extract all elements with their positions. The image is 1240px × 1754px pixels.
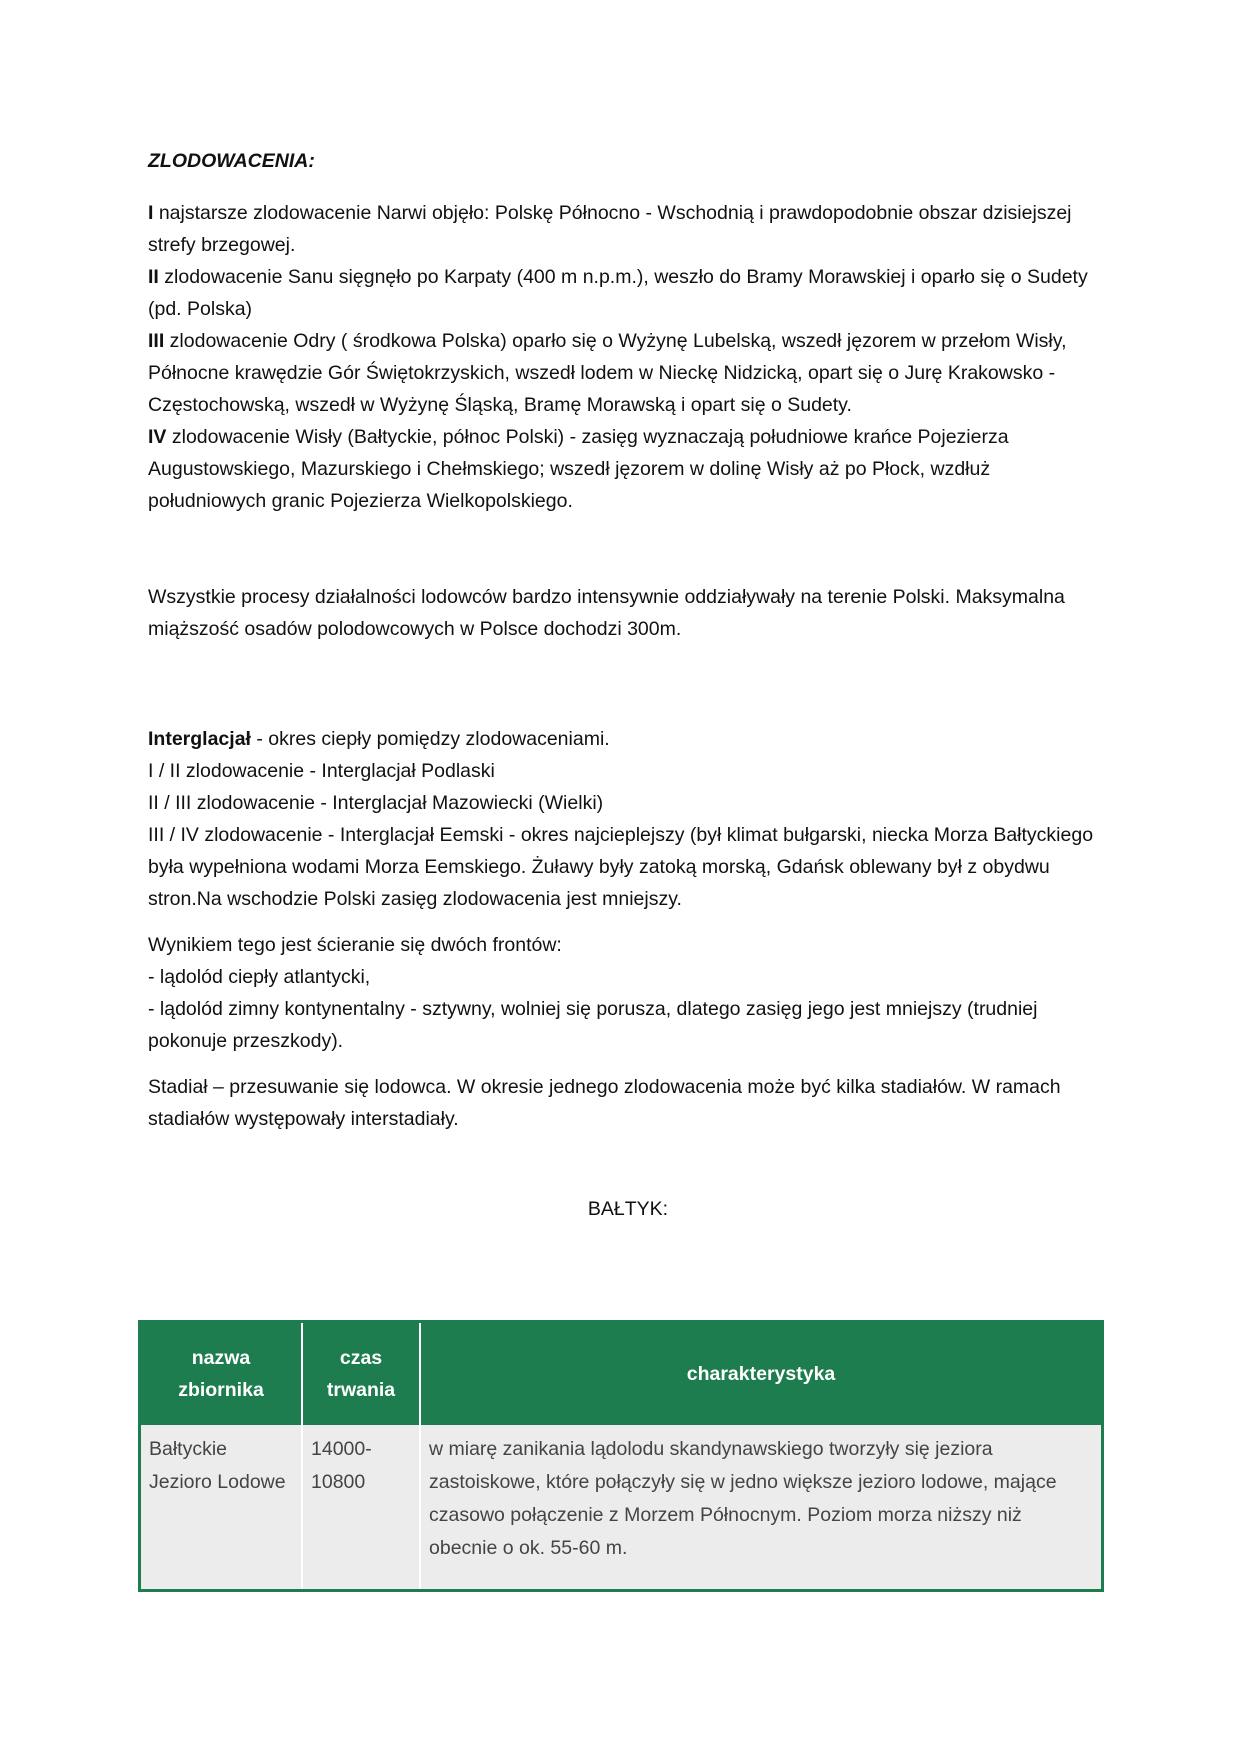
glaciation-item bbox=[148, 197, 1108, 261]
glaciation-number: II bbox=[148, 266, 159, 288]
cell-name: Bałtyckie Jezioro Lodowe bbox=[140, 1425, 303, 1591]
table-row bbox=[140, 1425, 1103, 1591]
front-item: - lądolód ciepły atlantycki, bbox=[148, 966, 371, 988]
front-item: - lądolód zimny kontynentalny - sztywny, wolniej się porusza, dlatego zasięg jego jest mniejszy (trudniej pokonuje przeszkody). bbox=[148, 998, 1038, 1052]
stadial-paragraph: Stadiał – przesuwanie się lodowca. W okresie jednego zlodowacenia może być kilka stadiałów. W ramach stadiałów występowały interstadiały. bbox=[148, 1076, 1061, 1130]
column-header-duration: czas trwania bbox=[302, 1322, 420, 1426]
baltic-table bbox=[138, 1320, 1104, 1592]
interglacial-section bbox=[148, 723, 1108, 915]
table-header-row bbox=[140, 1322, 1103, 1426]
glaciation-text: zlodowacenie Wisły (Bałtyckie, północ Polski) - zasięg wyznaczają południowe krańce Pojezierza Augustowskiego, Mazurskiego i Chełmskiego; wszedł jęzorem w dolinę Wisły aż po Płock, wzdłuż południowych granic Pojezierza Wielkopolskiego. bbox=[148, 426, 1009, 512]
glaciation-text: najstarsze zlodowacenie Narwi objęło: Polskę Północno - Wschodnią i prawdopodobnie obszar dzisiejszej strefy brzegowej. bbox=[148, 202, 1072, 256]
column-header-description: charakterystyka bbox=[420, 1322, 1103, 1426]
cell-duration: 14000-10800 bbox=[302, 1425, 420, 1591]
glaciation-number: I bbox=[148, 202, 154, 224]
glaciation-number: III bbox=[148, 330, 165, 352]
interglacial-definition-text: - okres ciepły pomiędzy zlodowaceniami. bbox=[250, 728, 610, 750]
fronts-section bbox=[148, 929, 1108, 1057]
glaciations-list bbox=[148, 197, 1108, 517]
section-heading-glaciations: ZLODOWACENIA: bbox=[148, 150, 315, 172]
glaciation-number: IV bbox=[148, 426, 167, 448]
interglacial-item: II / III zlodowacenie - Interglacjał Mazowiecki (Wielki) bbox=[148, 792, 604, 814]
glaciation-text: zlodowacenie Sanu sięgnęło po Karpaty (400 m n.p.m.), weszło do Bramy Morawskiej i oparło się o Sudety (pd. Polska) bbox=[148, 266, 1088, 320]
processes-paragraph: Wszystkie procesy działalności lodowców bardzo intensywnie oddziaływały na terenie Polski. Maksymalna miąższość osadów polodowcowych w Polsce dochodzi 300m. bbox=[148, 586, 1065, 640]
interglacial-item: I / II zlodowacenie - Interglacjał Podlaski bbox=[148, 760, 495, 782]
cell-description: w miarę zanikania lądolodu skandynawskiego tworzyły się jeziora zastoiskowe, które połączyły się w jedno większe jezioro lodowe, mające czasowo połączenie z Morzem Północnym. Poziom morza niższy niż obecnie o ok. 55-60 m. bbox=[420, 1425, 1103, 1591]
document-body bbox=[148, 145, 1108, 1225]
column-header-name: nazwa zbiornika bbox=[140, 1322, 303, 1426]
section-heading-baltic: BAŁTYK: bbox=[587, 1198, 669, 1220]
glaciation-item bbox=[148, 421, 1108, 517]
fronts-intro: Wynikiem tego jest ścieranie się dwóch frontów: bbox=[148, 934, 562, 956]
glaciation-text: zlodowacenie Odry ( środkowa Polska) oparło się o Wyżynę Lubelską, wszedł jęzorem w przełom Wisły, Północne krawędzie Gór Świętokrzyskich, wszedł lodem w Nieckę Nidzicką, opart się o Jurę Krakowsko - Częstochowską, wszedł w Wyżynę Śląską, Bramę Morawską i opart się o Sudety. bbox=[148, 330, 1067, 416]
interglacial-item: III / IV zlodowacenie - Interglacjał Eemski - okres najcieplejszy (był klimat bułgarski, niecka Morza Bałtyckiego była wypełniona wodami Morza Eemskiego. Żuławy były zatoką morską, Gdańsk oblewany był z obydwu stron.Na wschodzie Polski zasięg zlodowacenia jest mniejszy. bbox=[148, 824, 1094, 910]
interglacial-term: Interglacjał bbox=[148, 728, 251, 750]
glaciation-item bbox=[148, 325, 1108, 421]
glaciation-item bbox=[148, 261, 1108, 325]
interglacial-definition bbox=[148, 723, 1108, 755]
